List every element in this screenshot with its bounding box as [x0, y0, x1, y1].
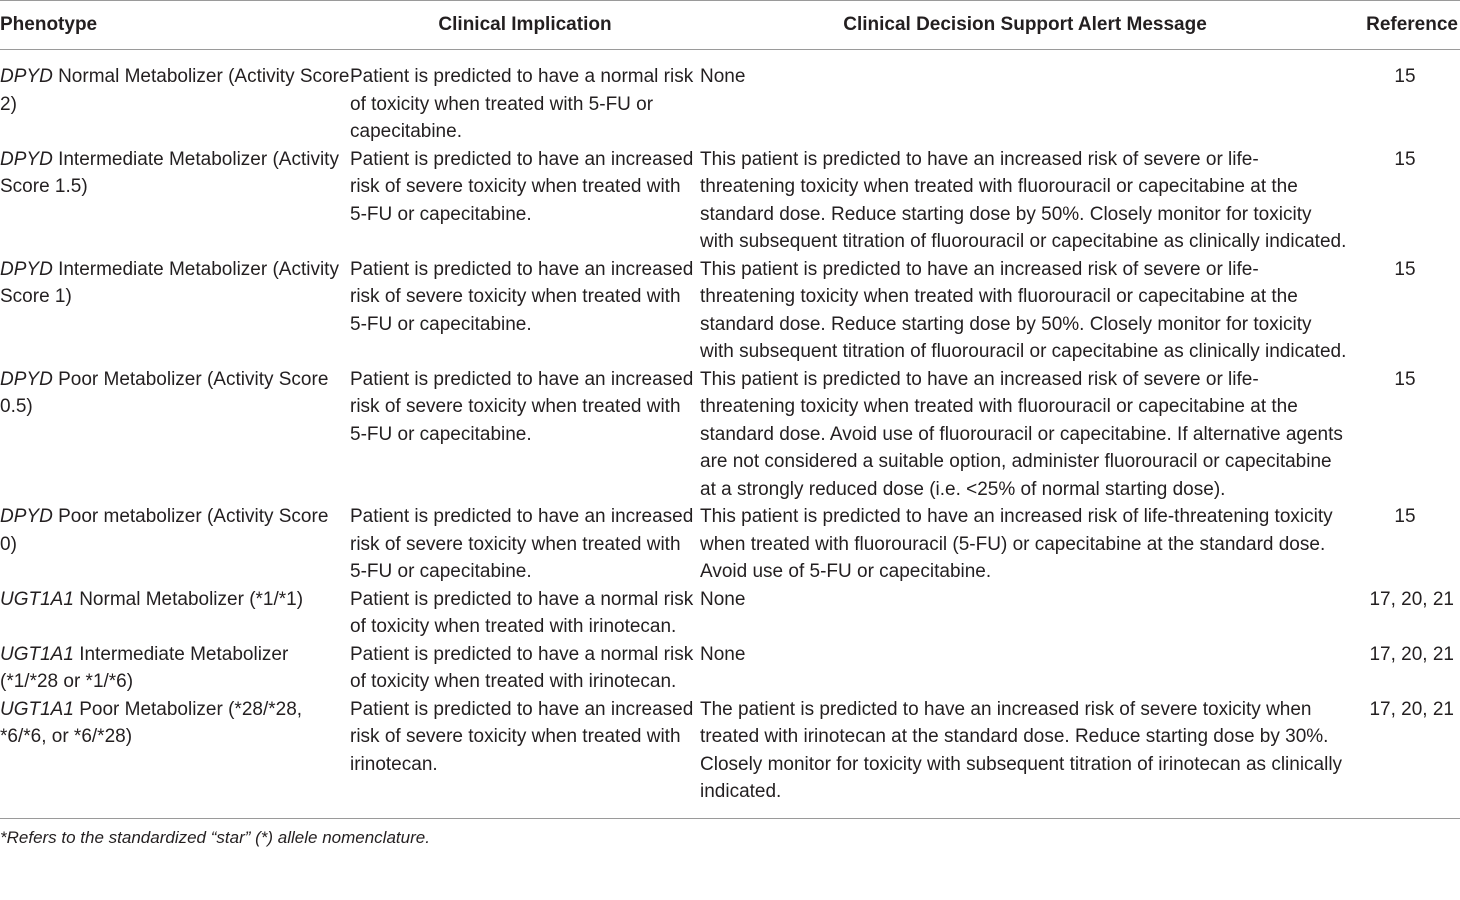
- alert-cell: This patient is predicted to have an increased risk of severe or life-threatening toxicity when treated with fluorouracil or capecitabine at the standard dose. Reduce starting dose by 50%. Closely monitor for toxicity with subsequent titration of fluorouracil or capecitabine as clinically indicated.: [700, 148, 1347, 252]
- phenotype-text: Normal Metabolizer (Activity Score 2): [0, 66, 350, 115]
- phenotype-text: Poor Metabolizer (*28/*28, *6/*6, or *6/*28): [0, 698, 303, 747]
- implication-cell: Patient is predicted to have a normal risk of toxicity when treated with irinotecan.: [350, 588, 694, 637]
- phenotype-cell: [0, 366, 350, 504]
- phenotype-text: Poor Metabolizer (Activity Score 0.5): [0, 368, 329, 417]
- reference-cell: 17, 20, 21: [1369, 698, 1454, 720]
- phenotype-cell: [0, 641, 350, 696]
- gene-name: DPYD: [0, 66, 53, 87]
- gene-name: DPYD: [0, 148, 53, 170]
- header-clinical-implication: Clinical Implication: [438, 14, 612, 36]
- table-row: [0, 641, 1460, 696]
- alert-cell: The patient is predicted to have an increased risk of severe toxicity when treated with irinotecan at the standard dose. Reduce starting dose by 30%. Closely monitor for toxicity with subsequent titration of irinotecan as clinically indicated.: [700, 698, 1343, 802]
- alert-cell: None: [700, 66, 746, 87]
- phenotype-text: Normal Metabolizer (*1/*1): [73, 588, 304, 610]
- table-footnote: *Refers to the standardized “star” (*) allele nomenclature.: [0, 827, 430, 847]
- table-row: [0, 50, 1460, 146]
- implication-cell: Patient is predicted to have an increased risk of severe toxicity when treated with 5-FU or capecitabine.: [350, 148, 694, 225]
- gene-name: UGT1A1: [0, 588, 74, 610]
- header-alert-message: Clinical Decision Support Alert Message: [843, 14, 1207, 36]
- table-row: [0, 366, 1460, 504]
- table-row: [0, 503, 1460, 586]
- implication-cell: Patient is predicted to have a normal risk of toxicity when treated with 5-FU or capecitabine.: [350, 66, 694, 142]
- gene-name: UGT1A1: [0, 643, 74, 665]
- reference-cell: 15: [1394, 66, 1416, 87]
- gene-name: UGT1A1: [0, 698, 74, 720]
- gene-name: DPYD: [0, 368, 53, 390]
- phenotype-cell: [0, 503, 350, 586]
- reference-cell: 15: [1394, 258, 1416, 280]
- alert-cell: This patient is predicted to have an increased risk of severe or life-threatening toxicity when treated with fluorouracil or capecitabine at the standard dose. Avoid use of fluorouracil or capecitabine. If alternative agents are not considered a suitable option, administer fluorouracil or capecitabine at a strongly reduced dose (i.e. <25% of normal starting dose).: [700, 368, 1343, 500]
- reference-cell: 15: [1394, 148, 1416, 170]
- reference-cell: 15: [1394, 506, 1416, 527]
- table-row: [0, 256, 1460, 366]
- phenotype-cell: [0, 50, 350, 146]
- gene-name: DPYD: [0, 506, 53, 527]
- table-row: [0, 696, 1460, 819]
- phenotype-text: Poor metabolizer (Activity Score 0): [0, 506, 329, 555]
- implication-cell: Patient is predicted to have an increased risk of severe toxicity when treated with 5-FU or capecitabine.: [350, 506, 694, 582]
- phenotype-cell: [0, 586, 350, 641]
- implication-cell: Patient is predicted to have an increased risk of severe toxicity when treated with 5-FU or capecitabine.: [350, 368, 694, 445]
- phenotype-cell: [0, 256, 350, 366]
- reference-cell: 17, 20, 21: [1369, 643, 1454, 665]
- alert-cell: None: [700, 643, 746, 665]
- reference-cell: 17, 20, 21: [1369, 588, 1454, 610]
- alert-cell: None: [700, 588, 746, 610]
- phenotype-text: Intermediate Metabolizer (Activity Score 1.5): [0, 148, 339, 197]
- header-phenotype: Phenotype: [0, 14, 98, 36]
- table-row: [0, 146, 1460, 256]
- implication-cell: Patient is predicted to have a normal risk of toxicity when treated with irinotecan.: [350, 643, 694, 692]
- gene-name: DPYD: [0, 258, 53, 280]
- phenotype-text: Intermediate Metabolizer (*1/*28 or *1/*6): [0, 643, 289, 692]
- header-reference: Reference: [1366, 14, 1458, 36]
- alert-cell: This patient is predicted to have an increased risk of life-threatening toxicity when treated with fluorouracil (5-FU) or capecitabine at the standard dose. Avoid use of 5-FU or capecitabine.: [700, 506, 1333, 582]
- implication-cell: Patient is predicted to have an increased risk of severe toxicity when treated with 5-FU or capecitabine.: [350, 258, 694, 335]
- phenotype-cell: [0, 696, 350, 819]
- alert-cell: This patient is predicted to have an increased risk of severe or life-threatening toxicity when treated with fluorouracil or capecitabine at the standard dose. Reduce starting dose by 50%. Closely monitor for toxicity with subsequent titration of fluorouracil or capecitabine as clinically indicated.: [700, 258, 1347, 362]
- table-header-row: [0, 1, 1460, 50]
- phenotype-text: Intermediate Metabolizer (Activity Score 1): [0, 258, 339, 307]
- phenotype-cell: [0, 146, 350, 256]
- reference-cell: 15: [1394, 368, 1416, 390]
- table-row: [0, 586, 1460, 641]
- implication-cell: Patient is predicted to have an increased risk of severe toxicity when treated with irinotecan.: [350, 698, 694, 775]
